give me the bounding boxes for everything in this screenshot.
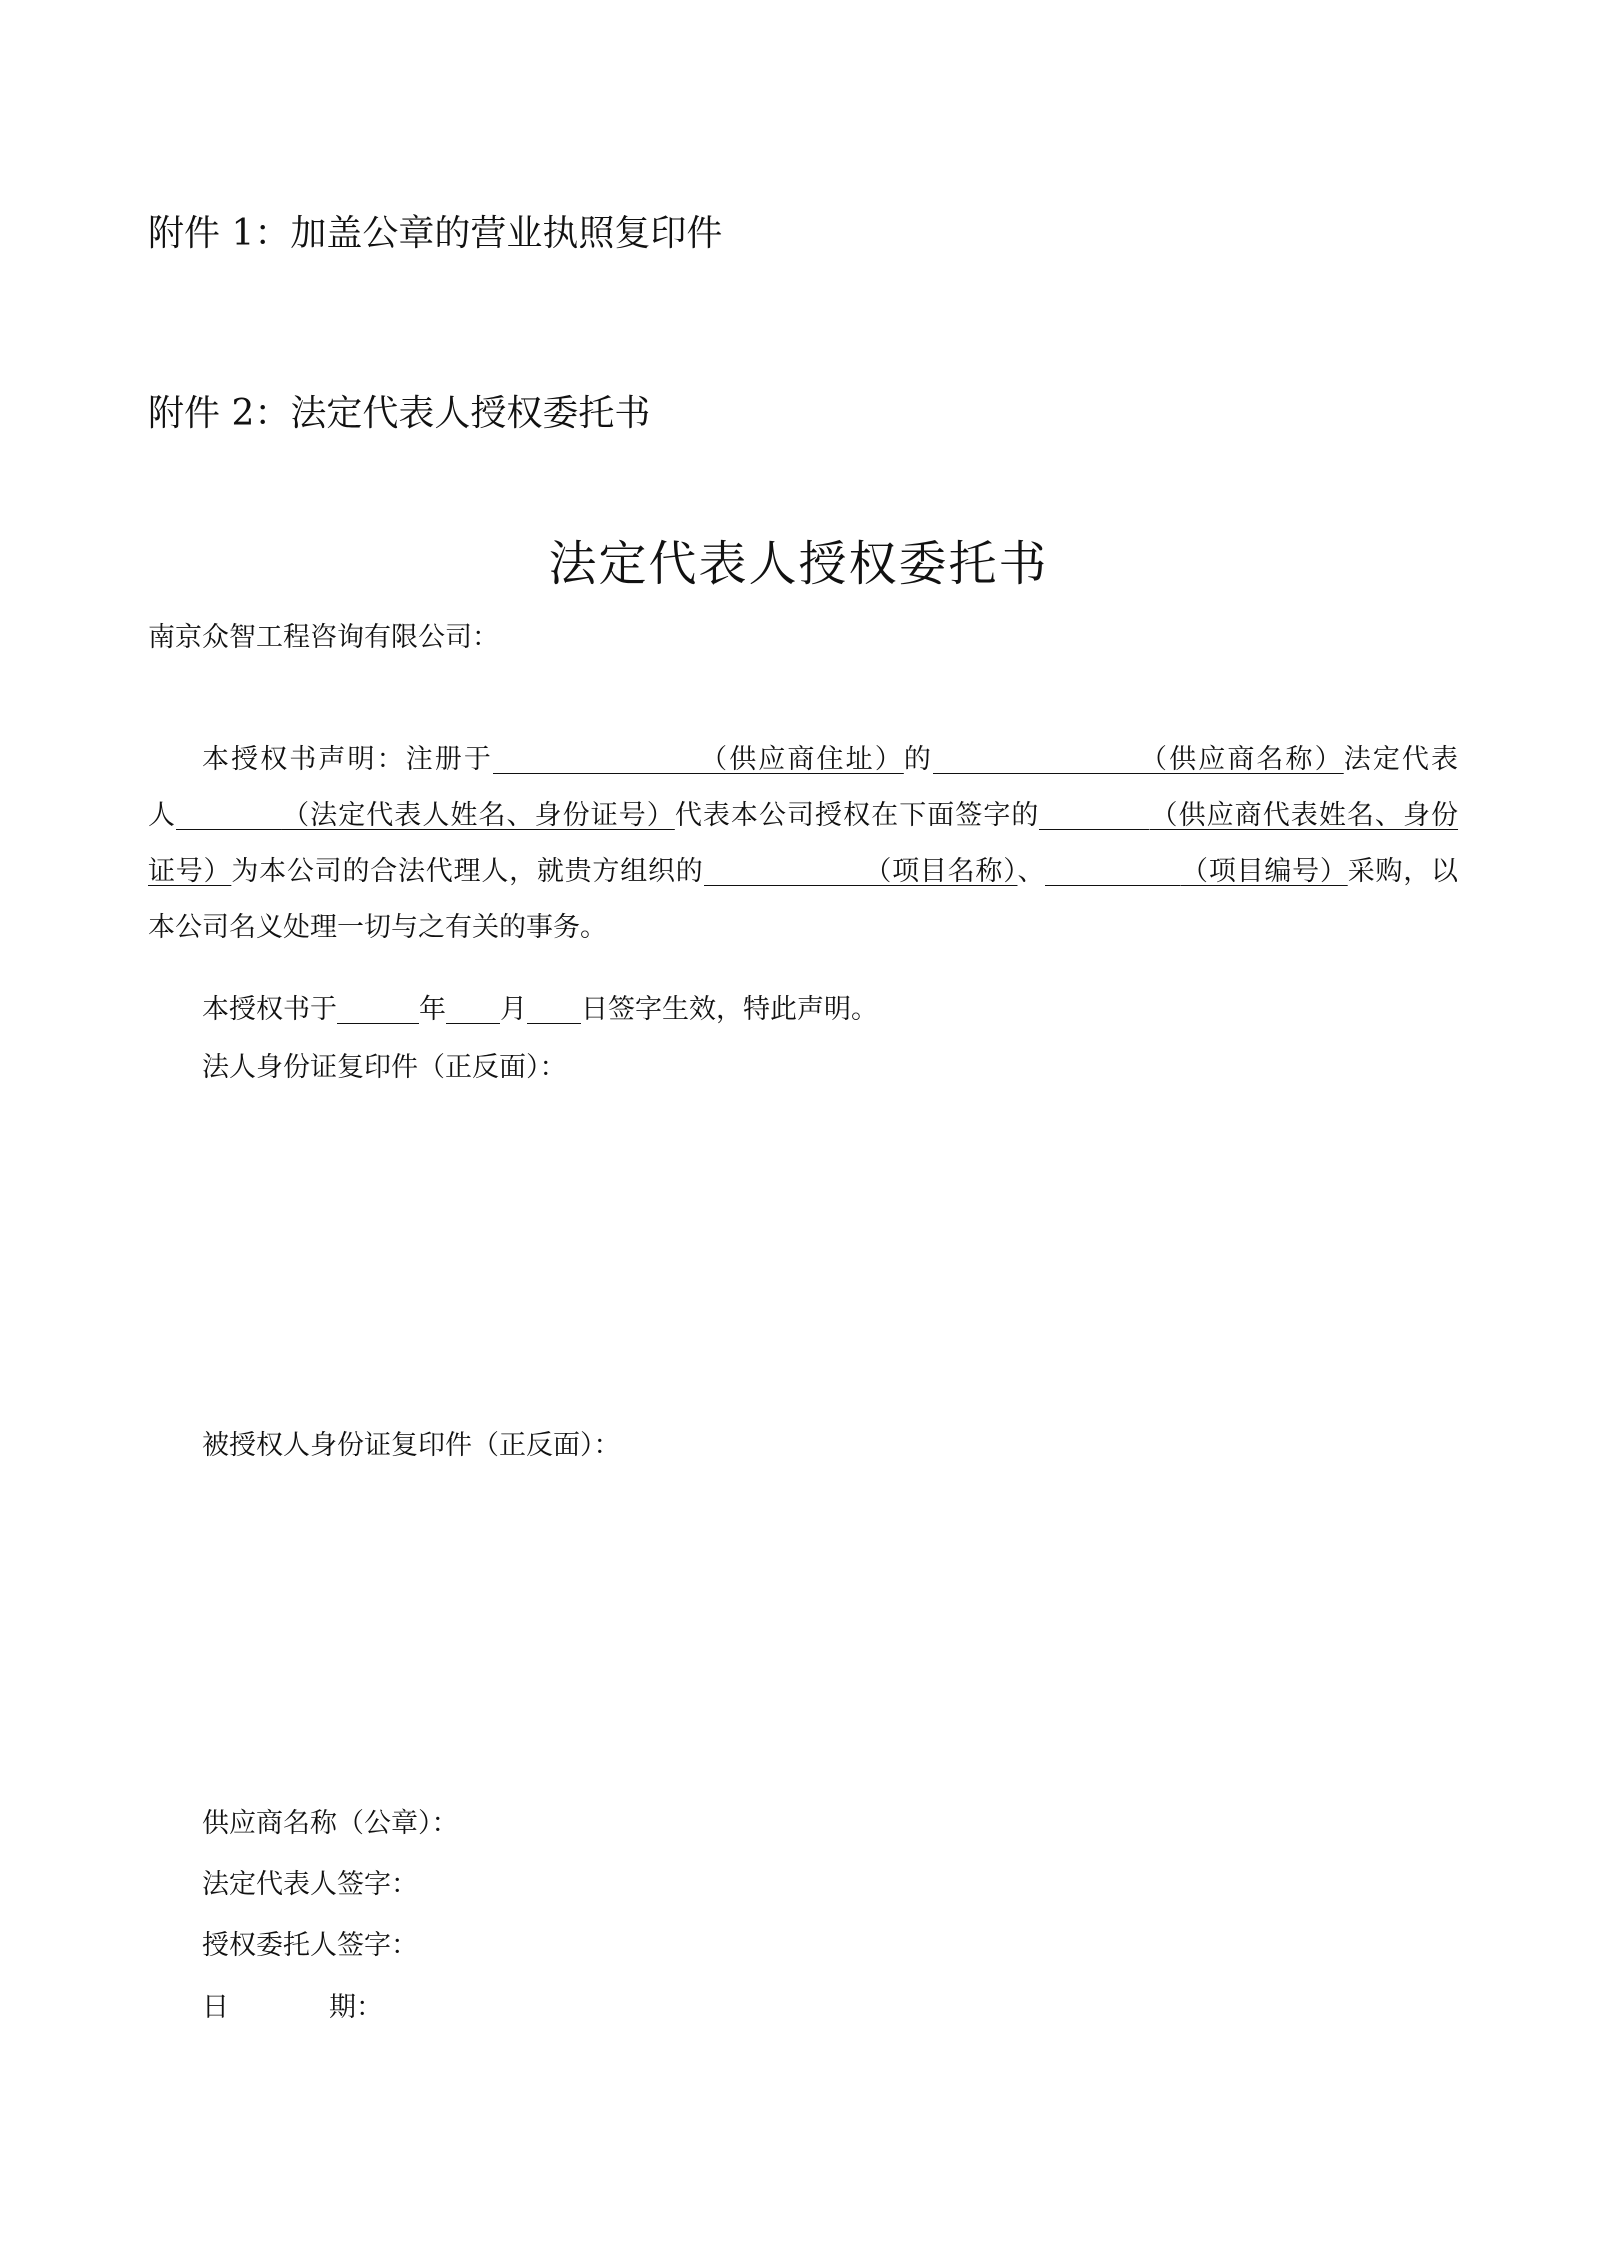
legal-rep-hint: （法定代表人姓名、身份证号）	[281, 800, 675, 831]
signature-date-label	[202, 1980, 383, 2036]
authorizes-text: 代表本公司授权在下面签字的	[674, 800, 1040, 831]
agent-id-copy-label: 被授权人身份证复印件（正反面）：	[202, 1430, 621, 1461]
day-blank	[527, 991, 581, 1024]
date-char-2: 期：	[329, 1992, 383, 2023]
declaration-line-2	[148, 788, 1458, 844]
declaration-line-3	[148, 844, 1458, 900]
declaration-paragraph	[148, 732, 1458, 956]
comma-text: 、	[1017, 856, 1046, 887]
year-label: 年	[419, 994, 446, 1025]
declaration-line-4	[148, 900, 1458, 956]
declaration-closing: 本公司名义处理一切与之有关的事务。	[148, 912, 607, 943]
agent-role-text: 为本公司的合法代理人，就贵方组织的	[231, 856, 704, 887]
declaration-intro: 本授权书声明：注册于	[202, 744, 493, 775]
supplier-name-blank	[933, 741, 1138, 774]
document-title: 法定代表人授权委托书	[548, 536, 1049, 592]
legal-rep-id-copy-label: 法人身份证复印件（正反面）：	[202, 1052, 567, 1083]
agent-signature-label: 授权委托人签字：	[202, 1930, 418, 1961]
supplier-address-blank	[493, 741, 698, 774]
project-name-blank	[704, 853, 864, 886]
effective-prefix: 本授权书于	[202, 994, 337, 1025]
supplier-seal-label: 供应商名称（公章）：	[202, 1808, 459, 1839]
project-name-hint: （项目名称）	[863, 856, 1018, 887]
legal-rep-signature-label: 法定代表人签字：	[202, 1869, 418, 1900]
declaration-line-1	[148, 732, 1458, 788]
month-blank	[446, 991, 500, 1024]
legal-rep-label: 法定代表	[1343, 744, 1459, 775]
legal-rep-blank	[176, 797, 281, 830]
annex-2-heading: 附件 2：法定代表人授权委托书	[148, 393, 651, 434]
agent-blank	[1039, 797, 1149, 830]
of-text: 的	[903, 744, 933, 775]
project-code-hint: （项目编号）	[1180, 856, 1348, 887]
addressee: 南京众智工程咨询有限公司：	[148, 622, 499, 653]
procure-text: 采购，以	[1347, 856, 1459, 887]
agent-hint-part2: 证号）	[148, 856, 232, 887]
project-code-blank	[1045, 853, 1180, 886]
supplier-name-hint: （供应商名称）	[1137, 744, 1344, 775]
supplier-address-hint: （供应商住址）	[698, 744, 904, 775]
month-label: 月	[500, 994, 527, 1025]
effective-suffix: 日签字生效，特此声明。	[581, 994, 878, 1025]
agent-hint-part1: （供应商代表姓名、身份	[1149, 800, 1459, 831]
person-text: 人	[148, 800, 177, 831]
year-blank	[337, 991, 419, 1024]
date-char-1: 日	[202, 1992, 229, 2023]
effective-date-line	[202, 982, 878, 1038]
annex-1-heading: 附件 1：加盖公章的营业执照复印件	[148, 213, 723, 254]
